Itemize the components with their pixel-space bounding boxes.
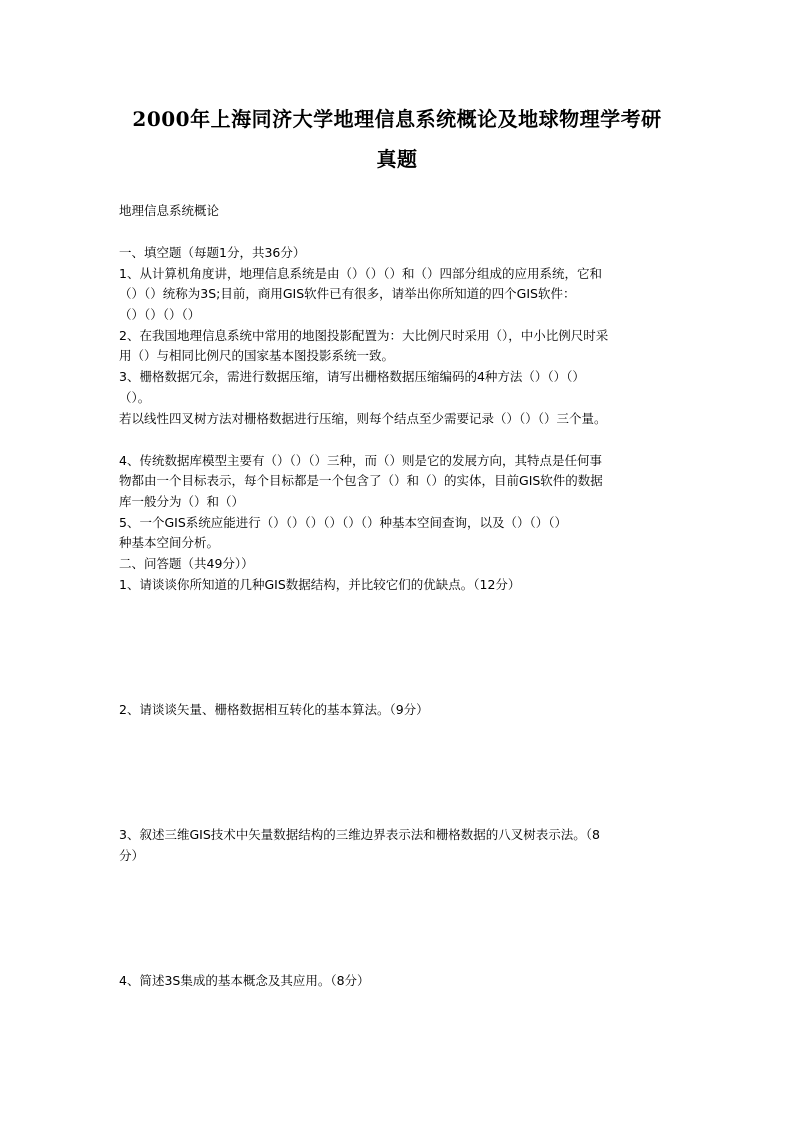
- essay-question-3-line2: 分）: [119, 848, 145, 863]
- question-1-line1: 1、从计算机角度讲，地理信息系统是由（）（）（）和（）四部分组成的应用系统，它和: [119, 266, 602, 281]
- question-4-line3: 库一般分为（）和（）: [119, 494, 245, 509]
- question-3-line1: 3、栅格数据冗余，需进行数据压缩，请写出栅格数据压缩编码的4种方法（）（）（）: [119, 369, 585, 384]
- question-1-line3: （）（）（）（）: [119, 307, 201, 322]
- question-5-line1: 5、一个GIS系统应能进行（）（）（）（）（）（）种基本空间查询，以及（）（）（）: [119, 515, 568, 530]
- question-2-line2: 用（）与相同比例尺的国家基本图投影系统一致。: [119, 348, 395, 363]
- question-4-line2: 物都由一个目标表示，每个目标都是一个包含了（）和（）的实体，目前GIS软件的数据: [119, 473, 603, 488]
- document-title-line1: 2000年上海同济大学地理信息系统概论及地球物理学考研: [132, 107, 662, 131]
- question-3-line2: （）。: [119, 390, 151, 405]
- subject-heading: 地理信息系统概论: [119, 203, 220, 218]
- section1-heading: 一、填空题（每题1分，共36分）: [119, 245, 306, 260]
- document-title-line2: 真题: [376, 147, 418, 171]
- question-4-line1: 4、传统数据库模型主要有（）（）（）三种，而（）则是它的发展方向，其特点是任何事: [119, 453, 602, 468]
- section2-heading: 二、问答题（共49分））: [119, 556, 254, 571]
- essay-question-4: 4、简述3S集成的基本概念及其应用。（8分）: [119, 973, 370, 988]
- question-3-line3: 若以线性四叉树方法对栅格数据进行压缩，则每个结点至少需要记录（）（）（）三个量。: [119, 411, 607, 426]
- essay-question-2: 2、请谈谈矢量、栅格数据相互转化的基本算法。（9分）: [119, 702, 429, 717]
- question-5-line2: 种基本空间分析。: [119, 535, 220, 550]
- essay-question-3-line1: 3、叙述三维GIS技术中矢量数据结构的三维边界表示法和栅格数据的八叉树表示法。（8: [119, 827, 600, 842]
- question-2-line1: 2、在我国地理信息系统中常用的地图投影配置为：大比例尺时采用（），中小比例尺时采: [119, 328, 609, 343]
- question-1-line2: （）（）统称为3S;目前，商用GIS软件已有很多，请举出你所知道的四个GIS软件：: [119, 286, 576, 301]
- essay-question-1: 1、请谈谈你所知道的几种GIS数据结构，并比较它们的优缺点。（12分）: [119, 577, 521, 592]
